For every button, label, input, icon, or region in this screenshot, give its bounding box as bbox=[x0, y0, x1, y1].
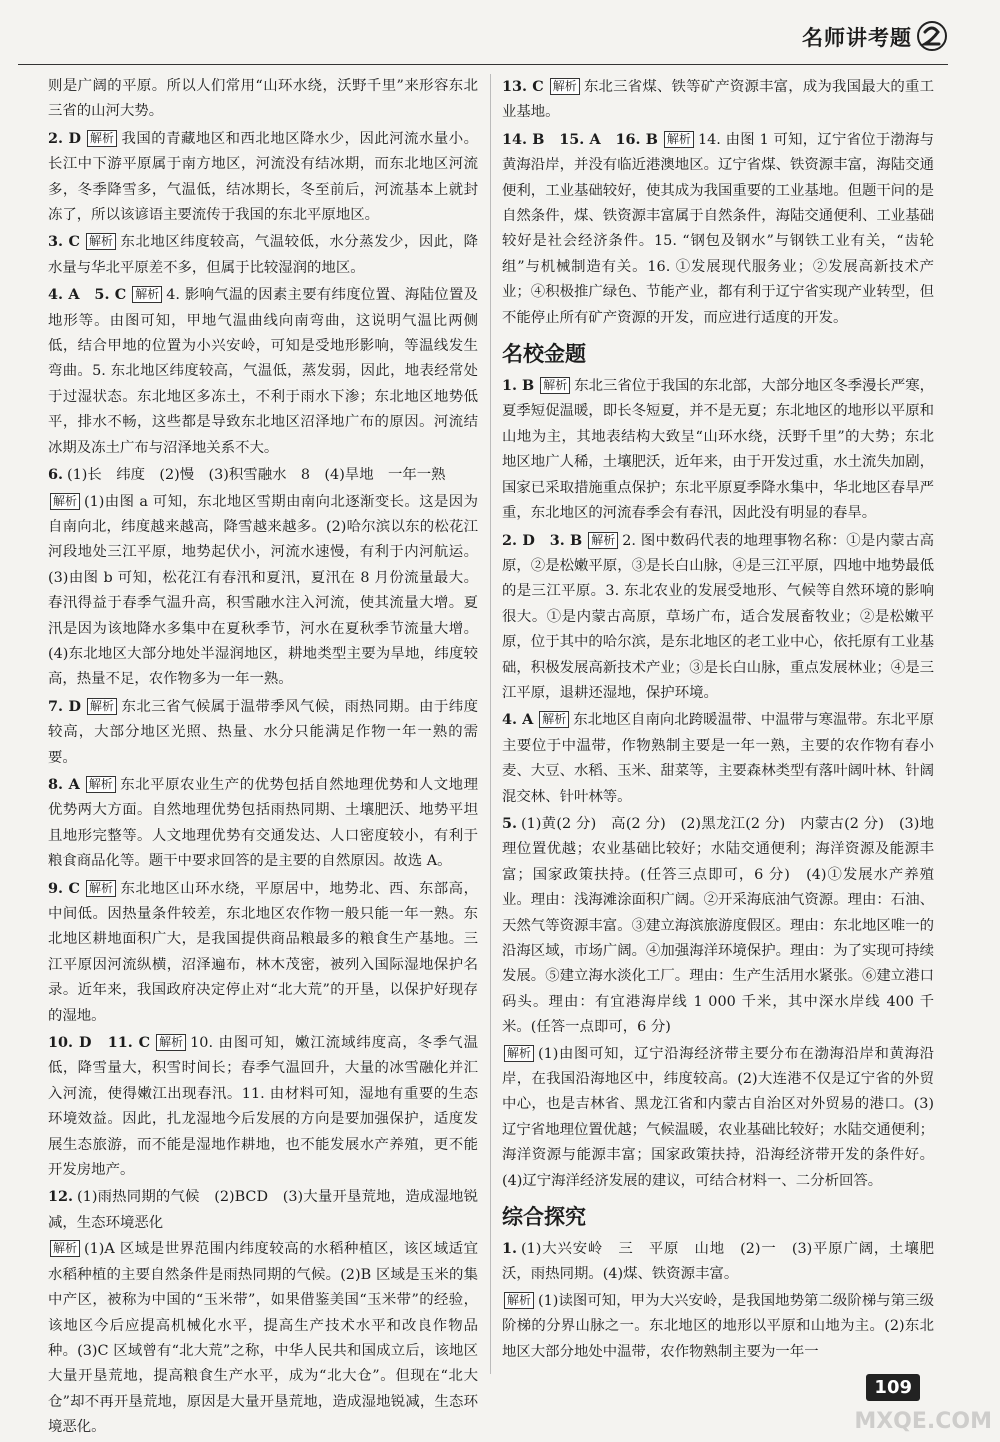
answer-item bbox=[502, 1289, 934, 1365]
answer-item bbox=[48, 1030, 478, 1183]
question-number: 3. C bbox=[48, 233, 81, 251]
question-number: 1. bbox=[502, 1240, 518, 1258]
answer-text: (1)A 区域是世界范围内纬度较高的水稻种植区，该区域适宜水稻种植的主要自然条件是雨热同期的气候。(2)B 区域是玉米的集中产区，被称为中国的“玉米带”，如果借鉴美国“玉米带”的经验，该地区今后应提高机械化水平，提高生产技术水平和改良作物品种。(3)C 区域曾有“北大荒”之称，中华人民共和国成立后，该地区大量开垦荒地，提高粮食生产水平，成为“北大仓”。但现在“北大仓”却不再开垦荒地，原因是大量开垦荒地，造成湿地锐减，生态环境恶化。 bbox=[48, 1241, 478, 1436]
answer-text: 10. 由图可知，嫩江流域纬度高，冬季气温低，降雪量大，积雪时间长；春季气温回升，大量的冰雪融化并汇入河流，使得嫩江出现春汛。11. 由材料可知，湿地有重要的生态环境效益。因此，扎龙湿地今后发展的方向是要加强保护，适度发展生态旅游，而不能是湿地作耕地，也不能发展水产养殖，更不能开发房地产。 bbox=[48, 1035, 478, 1179]
column-divider bbox=[490, 74, 491, 1374]
question-number: 2. D bbox=[48, 129, 81, 147]
question-number: 6. bbox=[48, 466, 64, 484]
question-number: 14. B 15. A 16. B bbox=[502, 130, 658, 148]
answer-item bbox=[502, 1236, 934, 1288]
question-number: 9. C bbox=[48, 879, 81, 897]
answer-text: 东北三省气候属于温带季风气候，雨热同期。由于纬度较高，大部分地区光照、热量、水分只能满足作物一年一熟的需要。 bbox=[48, 698, 478, 766]
analysis-tag: 解析 bbox=[50, 1240, 80, 1257]
answer-text: (1)由图可知，辽宁沿海经济带主要分布在渤海沿岸和黄海沿岸，在我国沿海地区中，纬度较高。(2)大连港不仅是辽宁省的外贸中心，也是吉林省、黑龙江省和内蒙古自治区对外贸易的港口。(3)辽宁省地理位置优越；气候温暖，农业基础比较好；水陆交通便利；海洋资源与能源丰富；国家政策扶持，沿海经济带开发的条件好。(4)辽宁海洋经济发展的建议，可结合材料一、二分析回答。 bbox=[502, 1045, 934, 1189]
answer-text: 我国的青藏地区和西北地区降水少，因此河流水量小。长江中下游平原属于南方地区，河流没有结冰期，而东北地区河流多，冬季降雪多，气温低，结冰期长，冬至前后，河流基本上就封冻了，所以该谚语主要流传于我国的东北平原地区。 bbox=[48, 130, 478, 224]
analysis-tag: 解析 bbox=[550, 78, 580, 95]
answer-item bbox=[48, 772, 478, 875]
answer-item bbox=[48, 694, 478, 771]
question-number: 1. B bbox=[502, 377, 535, 395]
analysis-tag: 解析 bbox=[87, 698, 117, 715]
right-column bbox=[502, 74, 934, 1366]
answer-item bbox=[502, 707, 934, 810]
question-number: 4. A 5. C bbox=[48, 286, 127, 304]
answer-item bbox=[502, 528, 934, 707]
answer-item bbox=[502, 127, 934, 331]
answer-item bbox=[48, 490, 478, 693]
analysis-tag: 解析 bbox=[540, 377, 570, 394]
analysis-tag: 解析 bbox=[87, 130, 117, 147]
question-number: 7. D bbox=[48, 697, 81, 715]
answer-item bbox=[502, 1042, 934, 1194]
analysis-tag: 解析 bbox=[504, 1045, 534, 1062]
answer-text: (1)长 纬度 (2)慢 (3)积雪融水 8 (4)旱地 一年一熟 bbox=[67, 467, 446, 484]
answer-item bbox=[48, 282, 478, 461]
answer-text: 东北地区自南向北跨暖温带、中温带与寒温带。东北平原主要位于中温带，作物熟制主要是一年一熟，主要的农作物有春小麦、大豆、水稻、玉米、甜菜等，主要森林类型有落叶阔叶林、针阔混交林、针叶林等。 bbox=[502, 712, 934, 805]
analysis-tag: 解析 bbox=[86, 233, 116, 250]
brand-title: 名师讲考题 bbox=[802, 26, 912, 50]
page-header bbox=[0, 18, 1000, 68]
answer-text: (1)黄(2 分) 高(2 分) (2)黑龙江(2 分) 内蒙古(2 分) (3)地理位置优越；农业基础比较好；水陆交通便利；海洋资源及能源丰富；国家政策扶持。(任答三点即可，6 分) (4)①发展水产养殖业。理由：浅海滩涂面积广阔。②开采海底油气资源。理由：石油、天然气等资源丰富。③建立海滨旅游度假区。理由：东北地区唯一的沿海区域，市场广阔。④加强海洋环境保护。理由：为了实现可持续发展。⑤建立海水淡化工厂。理由：生产生活用水紧张。⑥建立港口码头。理由：有宜港海岸线 1 000 千米，其中深水岸线 400 千米。(任答一点即可，6 分) bbox=[502, 815, 934, 1036]
answer-item bbox=[502, 74, 934, 126]
answer-item bbox=[502, 373, 934, 526]
answer-text: (1)雨热同期的气候 (2)BCD (3)大量开垦荒地，造成湿地锐减，生态环境恶化 bbox=[48, 1189, 478, 1231]
answer-text: 东北平原农业生产的优势包括自然地理优势和人文地理优势两大方面。自然地理优势包括雨热同期、土壤肥沃、地势平坦且地形完整等。人文地理优势有交通发达、人口密度较小，有利于粮食商品化等。题干中要求回答的是主要的自然原因。故选 A。 bbox=[48, 776, 478, 870]
question-number: 4. A bbox=[502, 711, 534, 729]
answer-text: 东北地区纬度较高，气温较低，水分蒸发少，因此，降水量与华北平原差不多，但属于比较湿润的地区。 bbox=[48, 234, 478, 276]
answer-item bbox=[48, 74, 478, 125]
answer-item bbox=[48, 1237, 478, 1440]
section-heading: 综合探究 bbox=[502, 1205, 586, 1230]
analysis-tag: 解析 bbox=[588, 532, 618, 549]
answer-item bbox=[48, 229, 478, 281]
watermark bbox=[822, 1364, 992, 1434]
page-number: 109 bbox=[866, 1374, 920, 1401]
answer-text: 4. 影响气温的因素主要有纬度位置、海陆位置及地形等。由图可知，甲地气温曲线向南弯曲，这说明气温比两侧低，结合甲地的位置为小兴安岭，可知是受地形影响，等温线发生弯曲。5. 东北地区纬度较高，气温低，蒸发弱，因此，地表经常处于过湿状态。东北地区多冻土，不利于雨水下渗；东北地区地势低平，排水不畅，这些都是导致东北地区沼泽地广布的原因。河流结冰期及冻土广布与沼泽地关系不大。 bbox=[48, 287, 479, 456]
question-number: 8. A bbox=[48, 775, 80, 793]
left-column bbox=[48, 74, 478, 1442]
answer-item bbox=[48, 1184, 478, 1236]
answer-item bbox=[48, 462, 478, 488]
analysis-tag: 解析 bbox=[664, 131, 694, 148]
analysis-tag: 解析 bbox=[156, 1034, 186, 1051]
answer-text: (1)读图可知，甲为大兴安岭，是我国地势第二级阶梯与第三级阶梯的分界山脉之一。东北地区的地形以平原和山地为主。(2)东北地区大部分地处中温带，农作物熟制主要为一年一 bbox=[502, 1292, 934, 1360]
analysis-tag: 解析 bbox=[86, 880, 116, 897]
answer-text: 2. 图中数码代表的地理事物名称：①是内蒙古高原，②是松嫩平原，③是长白山脉，④是三江平原，四地中地势最低的是三江平原。3. 东北农业的发展受地形、气候等自然环境的影响很大。①是内蒙古高原，草场广布，适合发展畜牧业；②是松嫩平原，位于其中的哈尔滨，是东北地区的老工业中心，依托原有工业基础，积极发展高新技术产业；③是长白山脉，重点发展林业；④是三江平原，退耕还湿地，保护环境。 bbox=[502, 532, 934, 701]
question-number: 2. D 3. B bbox=[502, 531, 583, 549]
analysis-tag: 解析 bbox=[132, 286, 162, 303]
answer-item bbox=[48, 126, 478, 229]
question-number: 10. D 11. C bbox=[48, 1034, 151, 1052]
analysis-tag: 解析 bbox=[86, 776, 116, 793]
answer-text: (1)大兴安岭 三 平原 山地 (2)一 (3)平原广阔，土壤肥沃，雨热同期。(4)煤、铁资源丰富。 bbox=[502, 1241, 934, 1283]
question-number: 13. C bbox=[502, 78, 544, 95]
answer-text: 东北三省煤、铁等矿产资源丰富，成为我国最大的重工业基地。 bbox=[502, 79, 935, 121]
answer-item bbox=[48, 876, 478, 1029]
answer-item bbox=[502, 811, 934, 1041]
answer-text: (1)由图 a 可知，东北地区雪期由南向北逐渐变长。这是因为自南向北，纬度越来越高，降雪越来越多。(2)哈尔滨以东的松花江河段地处三江平原，地势起伏小，河流水速慢，有利于内河航运。(3)由图 b 可知，松花江有春汛和夏汛，夏汛在 8 月份流量最大。春汛得益于春季气温升高，积雪融水注入河流，使其流量大增。夏汛是因为该地降水多集中在夏秋季节，河水在夏秋季节流量大增。(4)东北地区大部分地处半湿润地区，耕地类型主要为旱地，纬度较高，热量不足，农作物多为一年一熟。 bbox=[48, 493, 478, 688]
answer-text: 则是广阔的平原。所以人们常用“山环水绕，沃野千里”来形容东北三省的山河大势。 bbox=[48, 78, 478, 120]
analysis-tag: 解析 bbox=[50, 493, 80, 510]
question-number: 5. bbox=[502, 814, 518, 832]
analysis-tag: 解析 bbox=[504, 1292, 534, 1309]
analysis-tag: 解析 bbox=[539, 711, 569, 728]
brand-logo-icon bbox=[916, 20, 948, 52]
section-heading: 名校金题 bbox=[502, 342, 586, 367]
watermark-text: MXQE.COM bbox=[854, 1409, 992, 1434]
question-number: 12. bbox=[48, 1188, 74, 1206]
answer-text: 东北地区山环水绕，平原居中，地势北、西、东部高，中间低。因热量条件较差，东北地区农作物一般只能一年一熟。东北地区耕地面积广大，是我国提供商品粮最多的粮食生产基地。三江平原因河流纵横，沼泽遍布，林木茂密，被列入国际湿地保护名录。近年来，我国政府决定停止对“北大荒”的开垦，以保护好现存的湿地。 bbox=[48, 880, 478, 1024]
header-rule bbox=[18, 64, 948, 65]
answer-text: 14. 由图 1 可知，辽宁省位于渤海与黄海沿岸，并没有临近港澳地区。辽宁省煤、铁资源丰富，海陆交通便利，工业基础较好，使其成为我国重要的工业基地。但题干问的是自然条件，煤、铁资源丰富属于自然条件，海陆交通便利、工业基础较好是社会经济条件。15. “钢包及钢水”与钢铁工业有关，“齿轮组”与机械制造有关。16. ①发展现代服务业；②发展高新技术产业；④积极推广绿色、节能产业，都有利于辽宁省实现产业转型，但不能停止所有矿产资源的开发，而应进行适度的开发。 bbox=[502, 131, 934, 326]
answer-text: 东北三省位于我国的东北部，大部分地区冬季漫长严寒，夏季短促温暖，即长冬短夏，并不是无夏；东北地区的地形以平原和山地为主，其地表结构大致呈“山环水绕，沃野千里”的大势；东北地区地广人稀，土壤肥沃，近年来，由于开发过重，水土流失加剧，国家已采取措施重点保护；东北平原夏季降水集中，华北地区春旱严重，东北地区的河流春季会有春汛，因此没有明显的春旱。 bbox=[502, 378, 934, 522]
